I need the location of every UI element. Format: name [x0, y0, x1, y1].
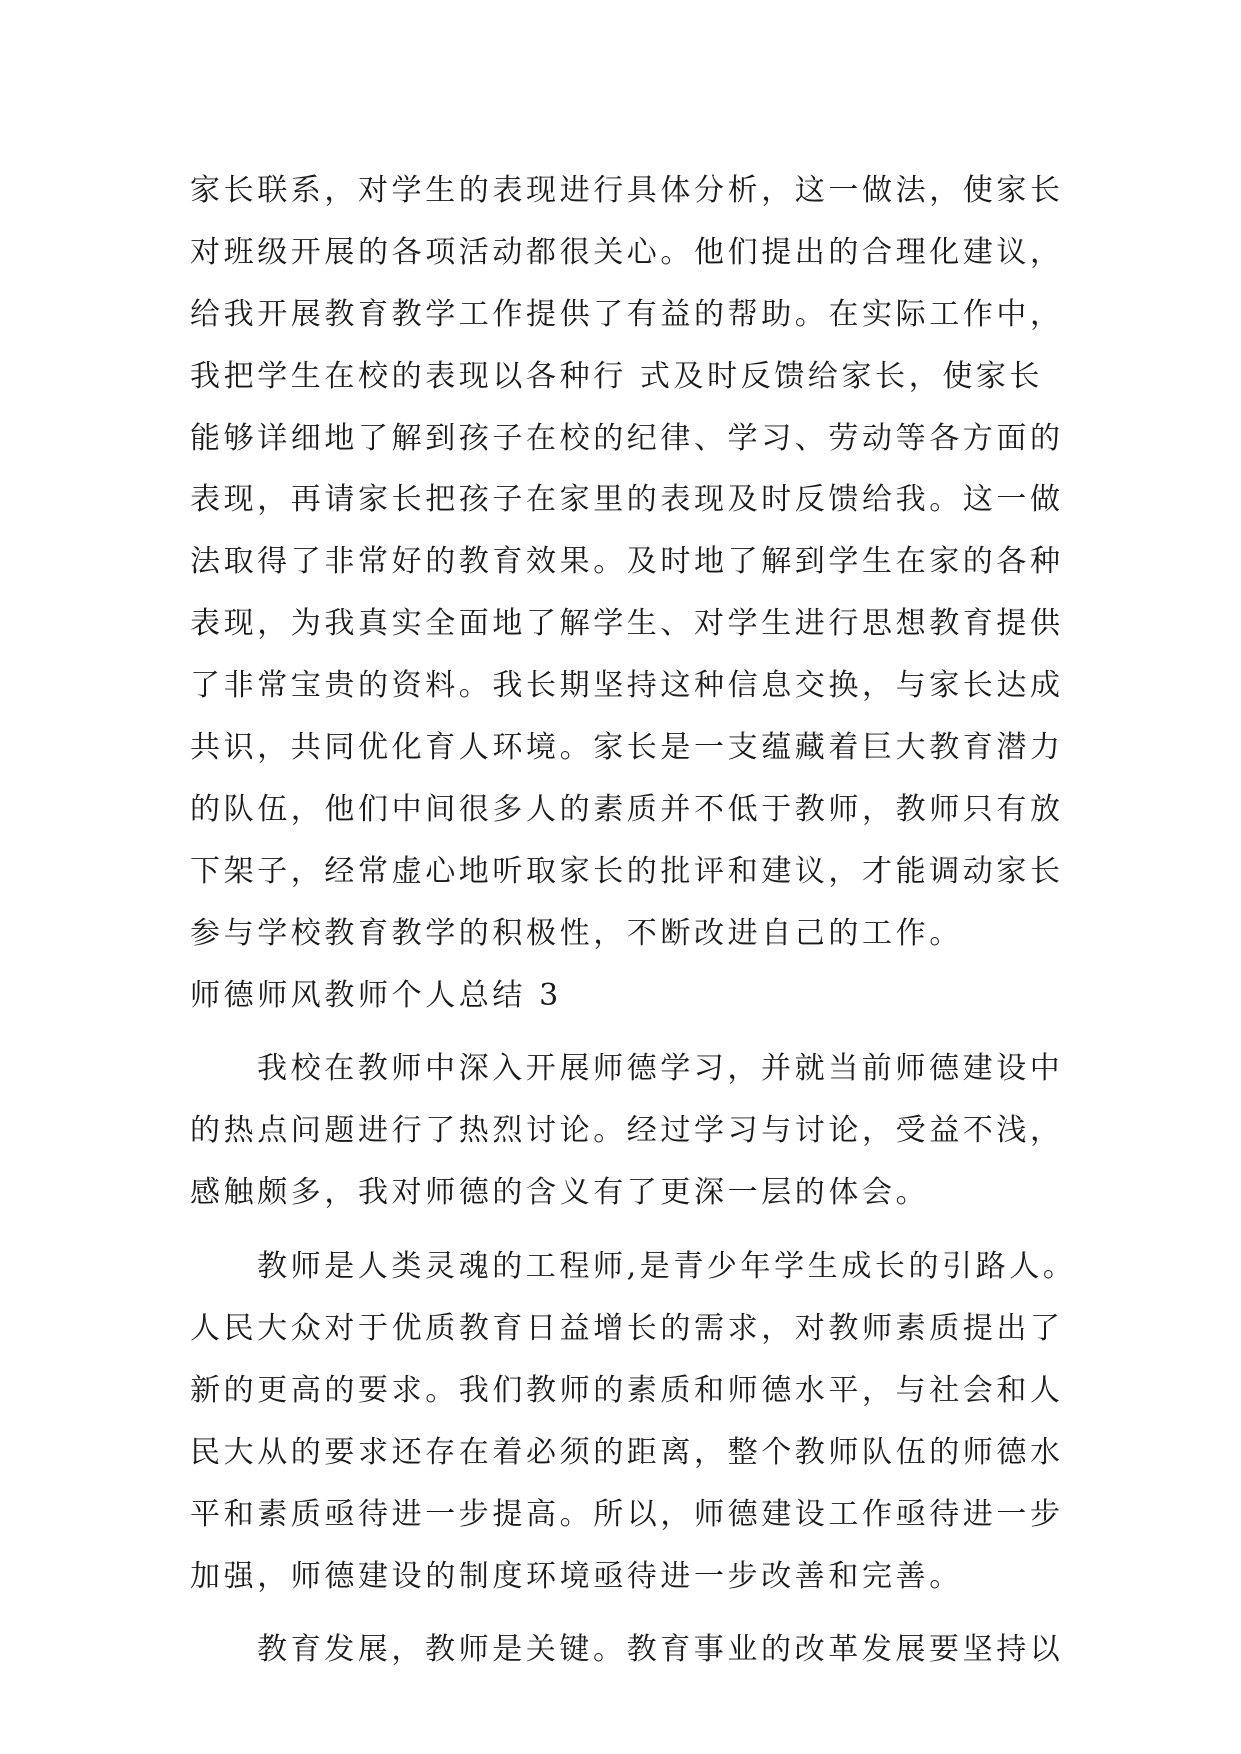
text-line: 共识，共同优化育人环境。家长是一支蕴藏着巨大教育潜力	[190, 730, 1064, 766]
text-line: 感触颇多，我对师德的含义有了更深一层的体会。	[190, 1175, 930, 1211]
document-body	[190, 160, 1077, 1681]
text-line: 平和素质亟待进一步提高。所以，师德建设工作亟待进一步	[190, 1496, 1064, 1532]
text-line: 了非常宝贵的资料。我长期坚持这种信息交换，与家长达成	[190, 668, 1064, 704]
text-line: 加强，师德建设的制度环境亟待进一步改善和完善。	[190, 1558, 963, 1594]
text-line: 我把学生在校的表现以各种行 式及时反馈给家长，使家长	[190, 358, 1044, 394]
text-line: 人民大众对于优质教育日益增长的需求，对教师素质提出了	[190, 1311, 1064, 1347]
text-line: 表现，再请家长把孩子在家里的表现及时反馈给我。这一做	[190, 482, 1064, 518]
section-heading: 师德师风教师个人总结 3	[190, 977, 562, 1013]
text-line: 下架子，经常虚心地听取家长的批评和建议，才能调动家长	[190, 853, 1064, 889]
paragraph-first-line: 教育发展，教师是关键。教育事业的改革发展要坚持以	[257, 1632, 1064, 1668]
text-line: 法取得了非常好的教育效果。及时地了解到学生在家的各种	[190, 544, 1064, 580]
text-line: 的队伍，他们中间很多人的素质并不低于教师，教师只有放	[190, 791, 1064, 827]
paragraph-first-line: 教师是人类灵魂的工程师,是青少年学生成长的引路人。	[257, 1249, 1077, 1285]
text-line: 的热点问题进行了热烈讨论。经过学习与讨论，受益不浅，	[190, 1113, 1064, 1149]
text-line: 民大从的要求还存在着必须的距离，整个教师队伍的师德水	[190, 1434, 1064, 1470]
text-line: 对班级开展的各项活动都很关心。他们提出的合理化建议，	[190, 234, 1064, 270]
paragraph-first-line: 我校在教师中深入开展师德学习，并就当前师德建设中	[257, 1051, 1064, 1087]
text-line: 给我开展教育教学工作提供了有益的帮助。在实际工作中，	[190, 296, 1064, 332]
text-line: 新的更高的要求。我们教师的素质和师德水平，与社会和人	[190, 1372, 1064, 1408]
text-line: 能够详细地了解到孩子在校的纪律、学习、劳动等各方面的	[190, 420, 1064, 456]
text-line: 家长联系，对学生的表现进行具体分析，这一做法，使家长	[190, 173, 1064, 208]
text-line: 参与学校教育教学的积极性，不断改进自己的工作。	[190, 915, 963, 951]
text-line: 表现，为我真实全面地了解学生、对学生进行思想教育提供	[190, 606, 1064, 642]
